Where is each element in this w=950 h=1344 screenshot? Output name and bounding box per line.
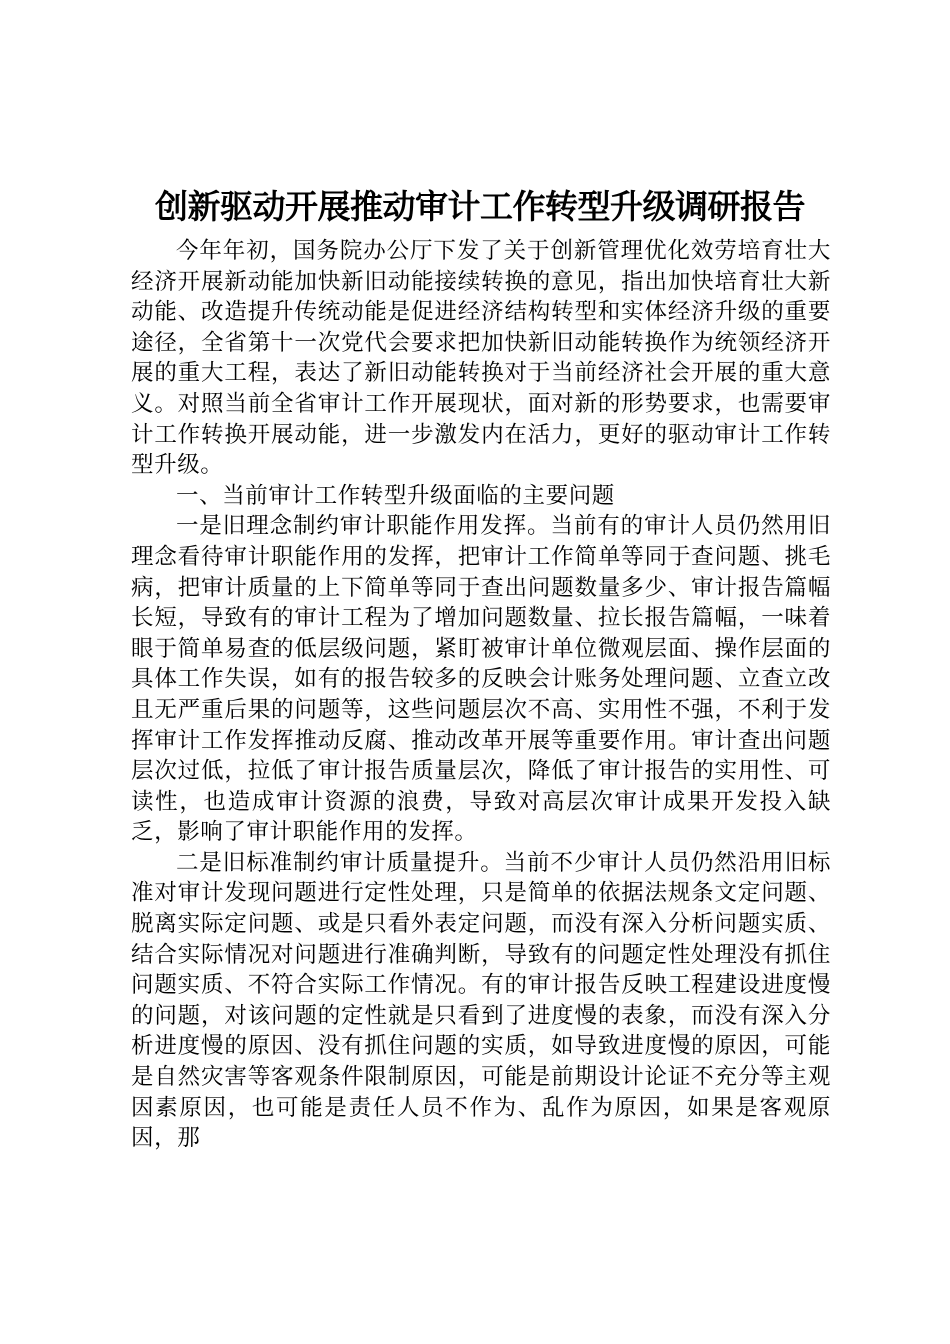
document-body	[131, 236, 831, 1154]
section-heading-1: 一、当前审计工作转型升级面临的主要问题	[176, 482, 615, 509]
paragraph-intro: 今年年初，国务院办公厅下发了关于创新管理优化效劳培育壮大经济开展新动能加快新旧动能接续转换的意见，指出加快培育壮大新动能、改造提升传统动能是促进经济结构转型和实体经济升级的重要途径，全省第十一次党代会要求把加快新旧动能转换作为统领经济开展的重大工程，表达了新旧动能转换对于当前经济社会开展的重大意义。对照当前全省审计工作开展现状，面对新的形势要求，也需要审计工作转换开展动能，进一步激发内在活力，更好的驱动审计工作转型升级。	[131, 238, 831, 479]
paragraph-old-concepts: 一是旧理念制约审计职能作用发挥。当前有的审计人员仍然用旧理念看待审计职能作用的发挥，把审计工作简单等同于查问题、挑毛病，把审计质量的上下简单等同于查出问题数量多少、审计报告篇幅长短，导致有的审计工程为了增加问题数量、拉长报告篇幅，一味着眼于简单易查的低层级问题，紧盯被审计单位微观层面、操作层面的具体工作失误，如有的报告较多的反映会计账务处理问题、立查立改且无严重后果的问题等，这些问题层次不高、实用性不强，不利于发挥审计工作发挥推动反腐、推动改革开展等重要作用。审计查出问题层次过低，拉低了审计报告质量层次，降低了审计报告的实用性、可读性，也造成审计资源的浪费，导致对高层次审计成果开发投入缺乏，影响了审计职能作用的发挥。	[131, 513, 831, 846]
document-title: 创新驱动开展推动审计工作转型升级调研报告	[155, 187, 805, 226]
paragraph-old-standards: 二是旧标准制约审计质量提升。当前不少审计人员仍然沿用旧标准对审计发现问题进行定性处理，只是简单的依据法规条文定问题、脱离实际定问题、或是只看外表定问题，而没有深入分析问题实质、结合实际情况对问题进行准确判断，导致有的问题定性处理没有抓住问题实质、不符合实际工作情况。有的审计报告反映工程建设进度慢的问题，对该问题的定性就是只看到了进度慢的表象，而没有深入分析进度慢的原因、没有抓住问题的实质，如导致进度慢的原因，可能是自然灾害等客观条件限制原因，可能是前期设计论证不充分等主观因素原因，也可能是责任人员不作为、乱作为原因，如果是客观原因，那	[131, 849, 831, 1152]
